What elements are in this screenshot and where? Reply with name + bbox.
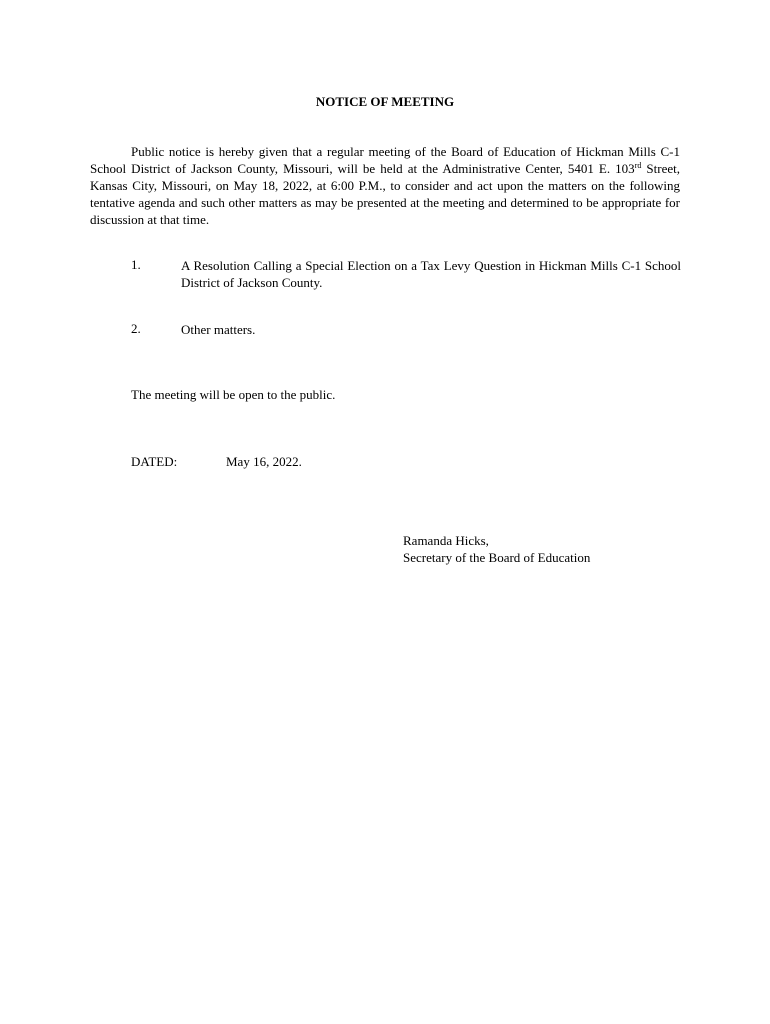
open-to-public-statement: The meeting will be open to the public. — [131, 387, 336, 402]
dated-label: DATED: — [131, 454, 178, 469]
signature-block — [403, 532, 590, 566]
dated-value: May 16, 2022. — [226, 454, 302, 469]
agenda-item-number: 1. — [131, 257, 141, 272]
paragraph-text-part2: Street, Kansas City, Missouri, on May 18, 2022, at 6:00 P.M., to consider and act upon the matters on the following tentative agenda and such other matters as may be presented at the meeting and determined to be appropriate for discussion at that time. — [90, 161, 680, 227]
paragraph-text-part1: Public notice is hereby given that a regular meeting of the Board of Education of Hickman Mills C-1 School District of Jackson County, Missouri, will be held at the Administrative Center, 5401 E. 103 — [90, 144, 680, 176]
signer-name: Ramanda Hicks, — [403, 533, 489, 548]
agenda-item-text: Other matters. — [181, 322, 256, 337]
notice-title: NOTICE OF MEETING — [315, 94, 455, 109]
agenda-item-text: A Resolution Calling a Special Election on a Tax Levy Question in Hickman Mills C-1 School District of Jackson County. — [181, 258, 681, 290]
notice-paragraph — [90, 143, 680, 228]
signer-role: Secretary of the Board of Education — [403, 550, 591, 565]
agenda-item-number: 2. — [131, 321, 141, 336]
ordinal-suffix: rd — [634, 161, 642, 170]
